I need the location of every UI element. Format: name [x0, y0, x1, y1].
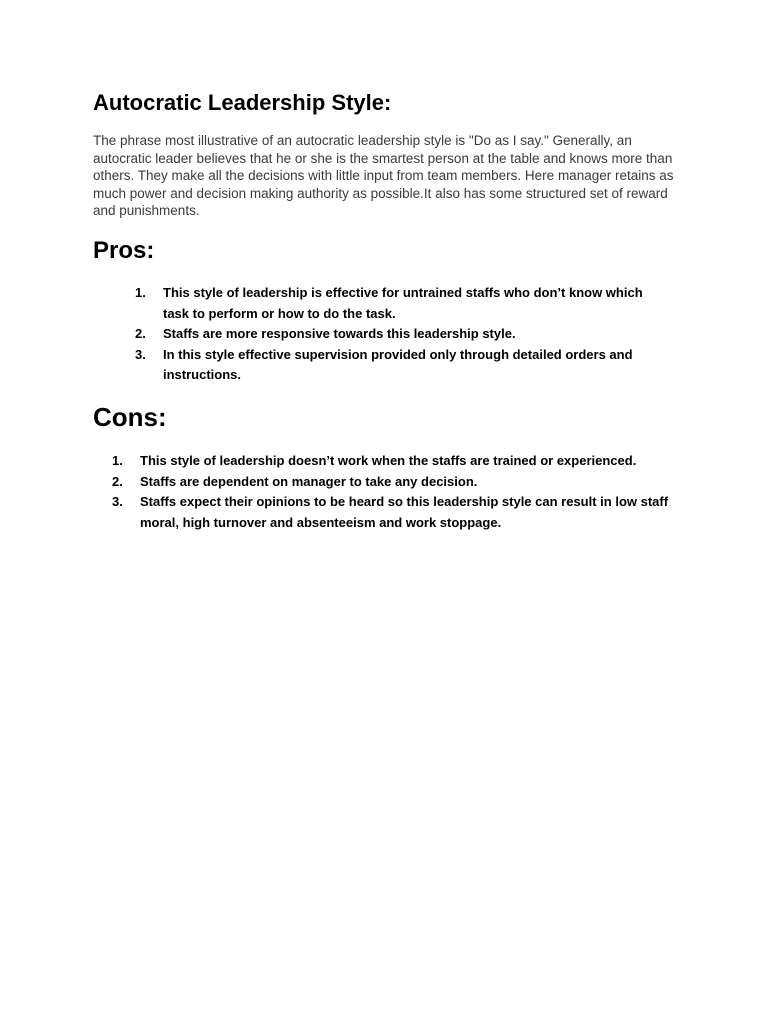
cons-list-item — [112, 451, 692, 472]
list-item-text: Staffs expect their opinions to be heard so this leadership style can result in low staff moral, high turnover and absenteeism and work stoppage. — [140, 494, 669, 530]
list-item-number: 2. — [135, 326, 146, 341]
pros-list-item — [135, 324, 670, 345]
list-item-number: 3. — [135, 346, 146, 362]
pros-list-item — [135, 345, 670, 386]
pros-list — [135, 283, 670, 386]
pros-heading: Pros: — [93, 237, 155, 264]
list-item-number: 2. — [112, 473, 123, 489]
list-item-text: Staffs are dependent on manager to take any decision. — [140, 473, 478, 489]
list-item-text: This style of leadership is effective for untrained staffs who don’t know which task to perform or how to do the task. — [163, 285, 643, 321]
cons-list — [112, 451, 692, 533]
intro-paragraph: The phrase most illustrative of an autocratic leadership style is "Do as I say." Generally, an autocratic leader believes that he or she is the smartest person at the table and knows more than others. They make all the decisions with little input from team members. Here manager retains as much power and decision making authority as possible.It also has some structured set of reward and punishments. — [93, 133, 674, 219]
list-item-text: Staffs are more responsive towards this leadership style. — [163, 326, 516, 341]
cons-heading: Cons: — [93, 402, 167, 432]
pros-list-item — [135, 283, 670, 324]
list-item-number: 1. — [135, 285, 146, 300]
list-item-text: This style of leadership doesn’t work when the staffs are trained or experienced. — [140, 453, 637, 468]
cons-list-item — [112, 472, 692, 493]
cons-list-item — [112, 492, 692, 533]
list-item-text: In this style effective supervision provided only through detailed orders and instructions. — [163, 346, 633, 382]
list-item-number: 3. — [112, 494, 123, 509]
document-title: Autocratic Leadership Style: — [93, 90, 392, 115]
list-item-number: 1. — [112, 453, 123, 468]
